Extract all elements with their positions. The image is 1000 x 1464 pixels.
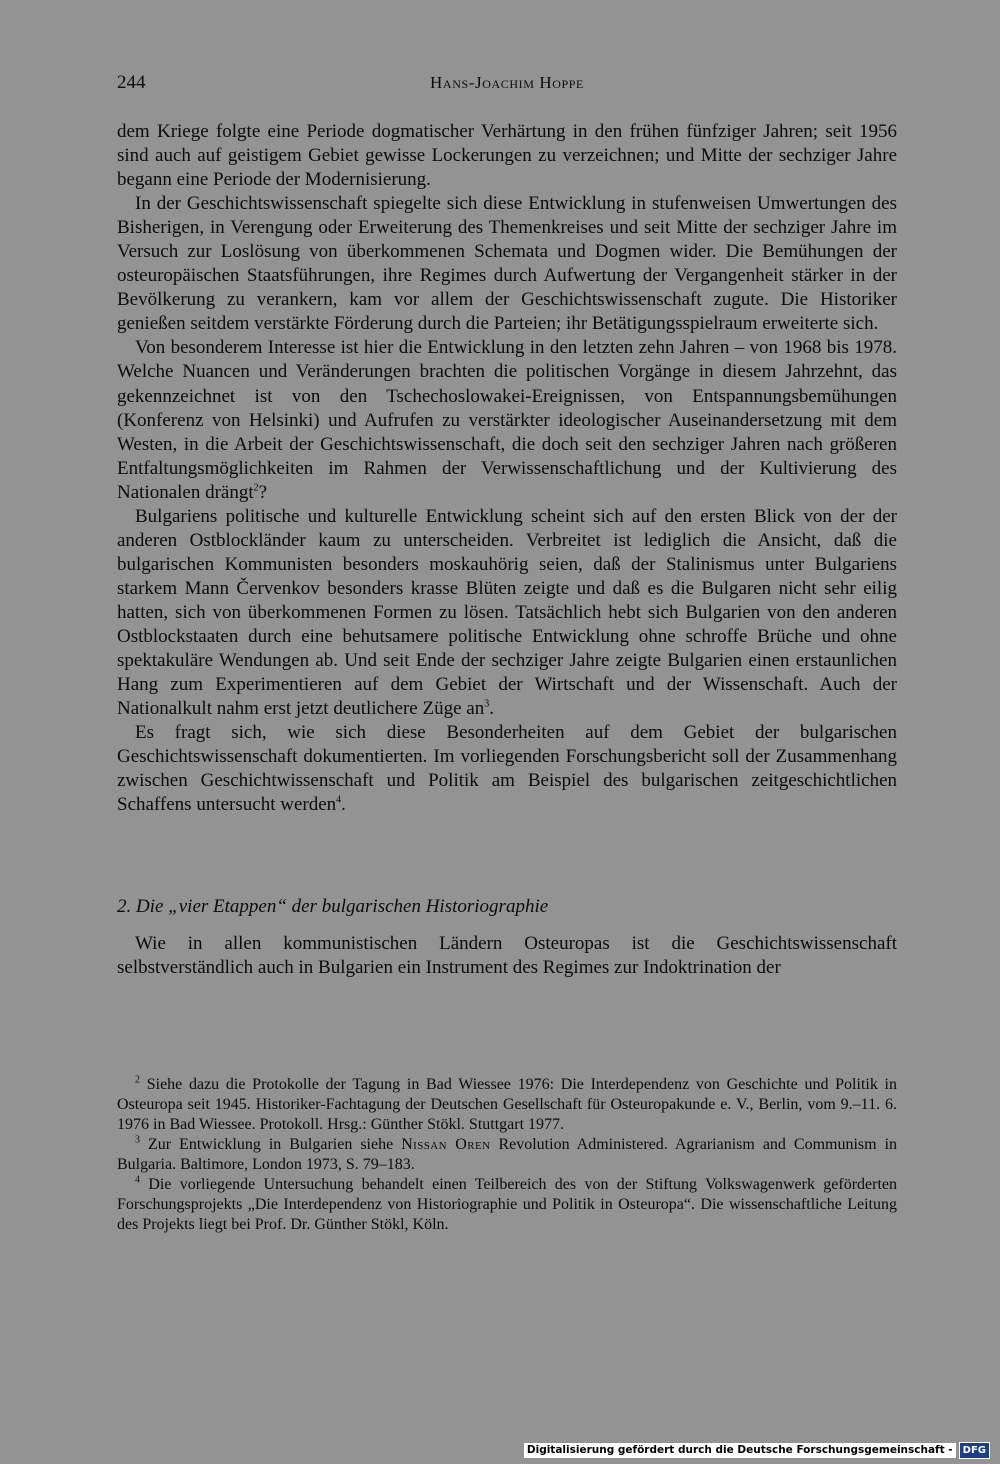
running-title: Hans-Joachim Hoppe [430,73,584,92]
paragraph-letzte-zehn-jahre [117,336,897,504]
footnote-text-rest: Revolution Administered. Agrarianism and Communism in Bulgaria. Baltimore, London 1973, S. 79–183. [117,1136,898,1173]
paragraph-geschichtswissenschaft: In der Geschichtswissenschaft spiegelte sich diese Entwicklung in stufenweisen Umwertungen des Bisherigen, in Verengung oder Erweiterung des Themenkreises und seit Mitte der sechziger Jahre im Versuch zur Loslösung von überkommenen Schemata und Dogmen wider. Die Bemühungen der osteuropäischen Staatsführungen, ihre Regimes durch Aufwertung der Vergangenheit stärker in der Bevölkerung zu verankern, kam vor allem der Geschichtswissenschaft zugute. Die Historiker genießen seitdem verstärkte Förderung durch die Parteien; ihr Betätigungsspielraum erweiterte sich. [117,193,897,335]
digitization-notice-text: Digitalisierung gefördert durch die Deutsche Forschungsgemeinschaft - [524,1443,956,1458]
paragraph-forschungsbericht [117,721,897,817]
footnote-number: 4 [135,1174,140,1186]
paragraph-continuation: dem Kriege folgte eine Periode dogmatischer Verhärtung in den frühen fünfziger Jahren; seit 1956 sind auch auf geistigem Gebiet gewisse Lockerungen zu verzeichnen; und Mitte der sechziger Jahre begann eine Periode der Modernisierung. [117,121,897,191]
running-head [117,72,897,96]
paragraph-text-end: . [341,794,346,816]
footnote-2 [117,1075,897,1135]
footnote-ref-4[interactable]: 4 [336,794,342,806]
footnote-3 [117,1135,897,1175]
footnote-number: 2 [135,1074,140,1086]
digitization-notice [524,1442,990,1458]
footnote-text: Zur Entwicklung in Bulgarien siehe [147,1136,394,1153]
paragraph-text: Es fragt sich, wie sich diese Besonderheiten auf dem Gebiet der bulgarischen Geschichtswissenschaft dokumentierten. Im vorliegenden Forschungsbericht soll der Zusammenhang zwischen Geschichtwissenschaft und Politik am Beispiel des bulgarischen zeitgeschichtlichen Schaffens untersucht werden [117,722,897,816]
footnote-author: Nissan Oren [401,1136,491,1153]
page-number: 244 [117,72,146,93]
paragraph-text-end: ? [258,481,268,503]
footnote-ref-3[interactable]: 3 [484,698,490,710]
footnote-text: Die vorliegende Untersuchung behandelt einen Teilbereich des von der Stiftung Volkswagenwerk geförderten Forschungsprojekts „Die Interdependenz von Historiographie und Politik in Osteuropa“. Die wissenschaftliche Leitung des Projekts liegt bei Prof. Dr. Günther Stökl, Köln. [117,1176,897,1233]
section-heading: 2. Die „vier Etappen“ der bulgarischen Historiographie [117,896,549,917]
dfg-logo-icon: DFG [959,1442,990,1459]
paragraph-kommunistische-laender: Wie in allen kommunistischen Ländern Osteuropas ist die Geschichtswissenschaft selbstverständlich auch in Bulgarien ein Instrument des Regimes zur Indoktrination der [117,933,897,979]
footnote-text: Siehe dazu die Protokolle der Tagung in Bad Wiessee 1976: Die Interdependenz von Geschichte und Politik in Osteuropa seit 1945. Historiker-Fachtagung der Deutschen Gesellschaft für Osteuropakunde e. V., Berlin, vom 9.–11. 6. 1976 in Bad Wiessee. Protokoll. Hrsg.: Günther Stökl. Stuttgart 1977. [117,1076,898,1133]
footnotes [117,1075,897,1235]
section-text [117,932,897,980]
paragraph-bulgariens-entwicklung [117,505,897,721]
body-text [117,120,897,817]
footnote-ref-2[interactable]: 2 [253,482,259,494]
paragraph-text: Von besonderem Interesse ist hier die Entwicklung in den letzten zehn Jahren – von 1968 bis 1978. Welche Nuancen und Veränderungen brachten die politischen Vorgänge in diesem Jahrzehnt, das gekennzeichnet ist von den Tschechoslowakei-Ereignissen, von Entspannungsbemühungen (Konferenz von Helsinki) und Aufrufen zu verstärkter ideologischer Auseinandersetzung mit dem Westen, in die Arbeit der Geschichtswissenschaft, die doch seit den sechziger Jahren nach größeren Entfaltungsmöglichkeiten im Rahmen der Verwissenschaftlichung und der Kultivierung des Nationalen drängt [117,337,897,503]
footnote-4 [117,1175,897,1235]
footnote-number: 3 [135,1134,140,1146]
paragraph-text: Bulgariens politische und kulturelle Entwicklung scheint sich auf den ersten Blick von der der anderen Ostblockländer kaum zu unterscheiden. Verbreitet ist lediglich die Ansicht, daß die bulgarischen Kommunisten besonders moskauhörig seien, daß der Stalinismus unter Bulgariens starkem Mann Červenkov besonders krasse Blüten zeigte und daß es die Bulgaren nicht sehr eilig hatten, sich von überkommenen Formen zu lösen. Tatsächlich hebt sich Bulgarien von den anderen Ostblockstaaten durch eine behutsamere politische Entwicklung ohne schroffe Brüche und ohne spektakuläre Wendungen ab. Und seit Ende der sechziger Jahre zeigte Bulgarien einen erstaunlichen Hang zum Experimentieren auf dem Gebiet der Wirtschaft und der Wissenschaft. Auch der Nationalkult nahm erst jetzt deutlichere Züge an [117,505,897,720]
paragraph-text-end: . [489,698,494,720]
